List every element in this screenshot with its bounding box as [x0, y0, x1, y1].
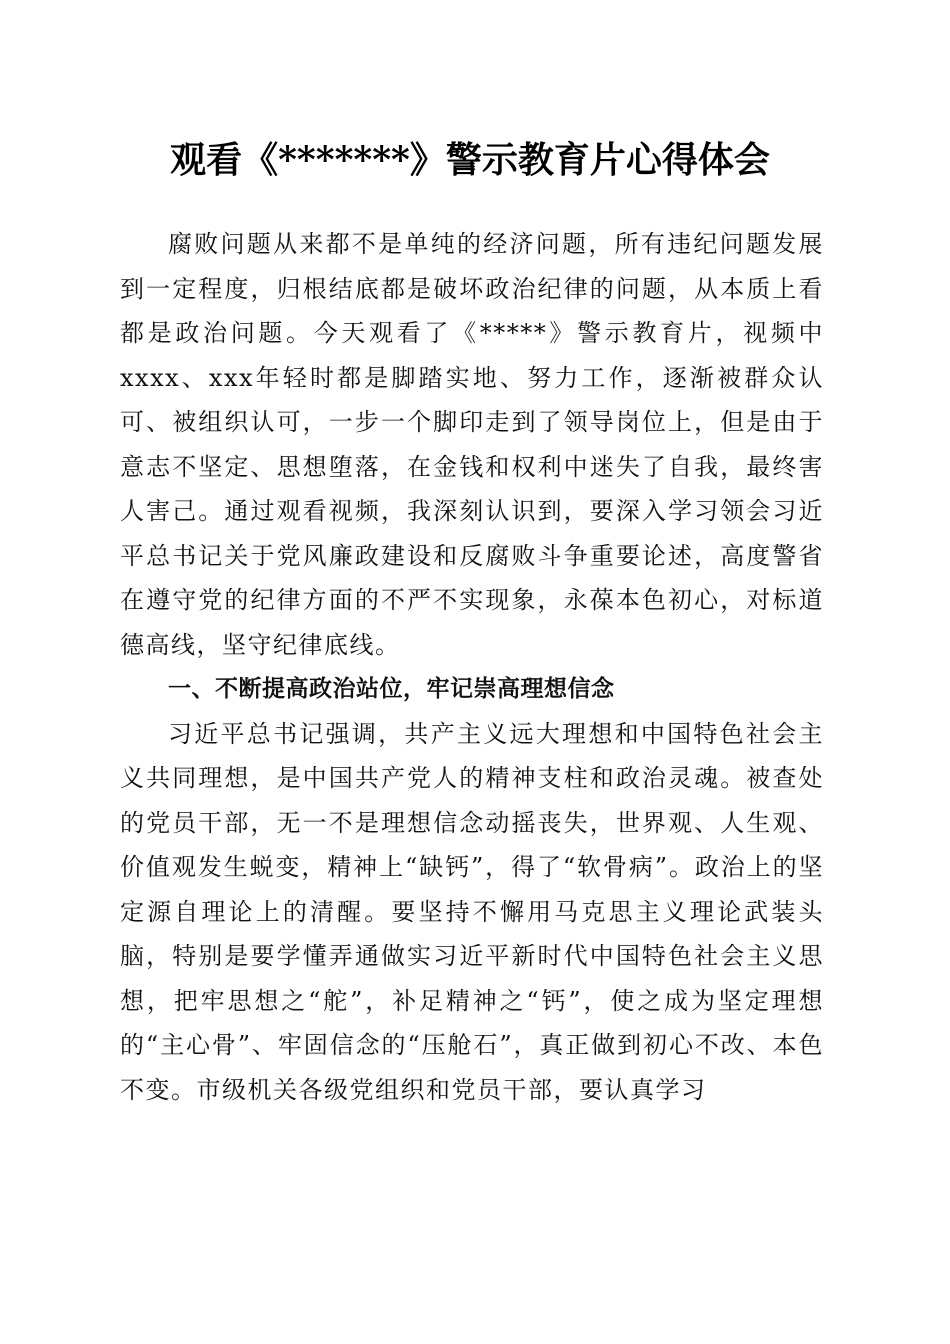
section-paragraph: 习近平总书记强调，共产主义远大理想和中国特色社会主义共同理想，是中国共产党人的精神支柱和政治灵魂。被查处的党员干部，无一不是理想信念动摇丧失，世界观、人生观、价值观发生蜕变，精神上“缺钙”，得了“软骨病”。政治上的坚定源自理论上的清醒。要坚持不懈用马克思主义理论武装头脑，特别是要学懂弄通做实习近平新时代中国特色社会主义思想，把牢思想之“舵”，补足精神之“钙”，使之成为坚定理想的“主心骨”、牢固信念的“压舱石”，真正做到初心不改、本色不变。市级机关各级党组织和党员干部，要认真学习: [120, 719, 824, 1104]
document-body: [120, 222, 824, 1112]
document-title: 观看《*******》警示教育片心得体会: [170, 139, 770, 181]
section-heading: 一、不断提高政治站位，牢记崇高理想信念: [168, 676, 615, 702]
intro-paragraph: 腐败问题从来都不是单纯的经济问题，所有违纪问题发展到一定程度，归根结底都是破坏政治纪律的问题，从本质上看都是政治问题。今天观看了《*****》警示教育片，视频中xxxx、xxx年轻时都是脚踏实地、努力工作，逐渐被群众认可、被组织认可，一步一个脚印走到了领导岗位上，但是由于意志不坚定、思想堕落，在金钱和权利中迷失了自我，最终害人害己。通过观看视频，我深刻认识到，要深入学习领会习近平总书记关于党风廉政建设和反腐败斗争重要论述，高度警省在遵守党的纪律方面的不严不实现象，永葆本色初心，对标道德高线，坚守纪律底线。: [120, 230, 824, 659]
